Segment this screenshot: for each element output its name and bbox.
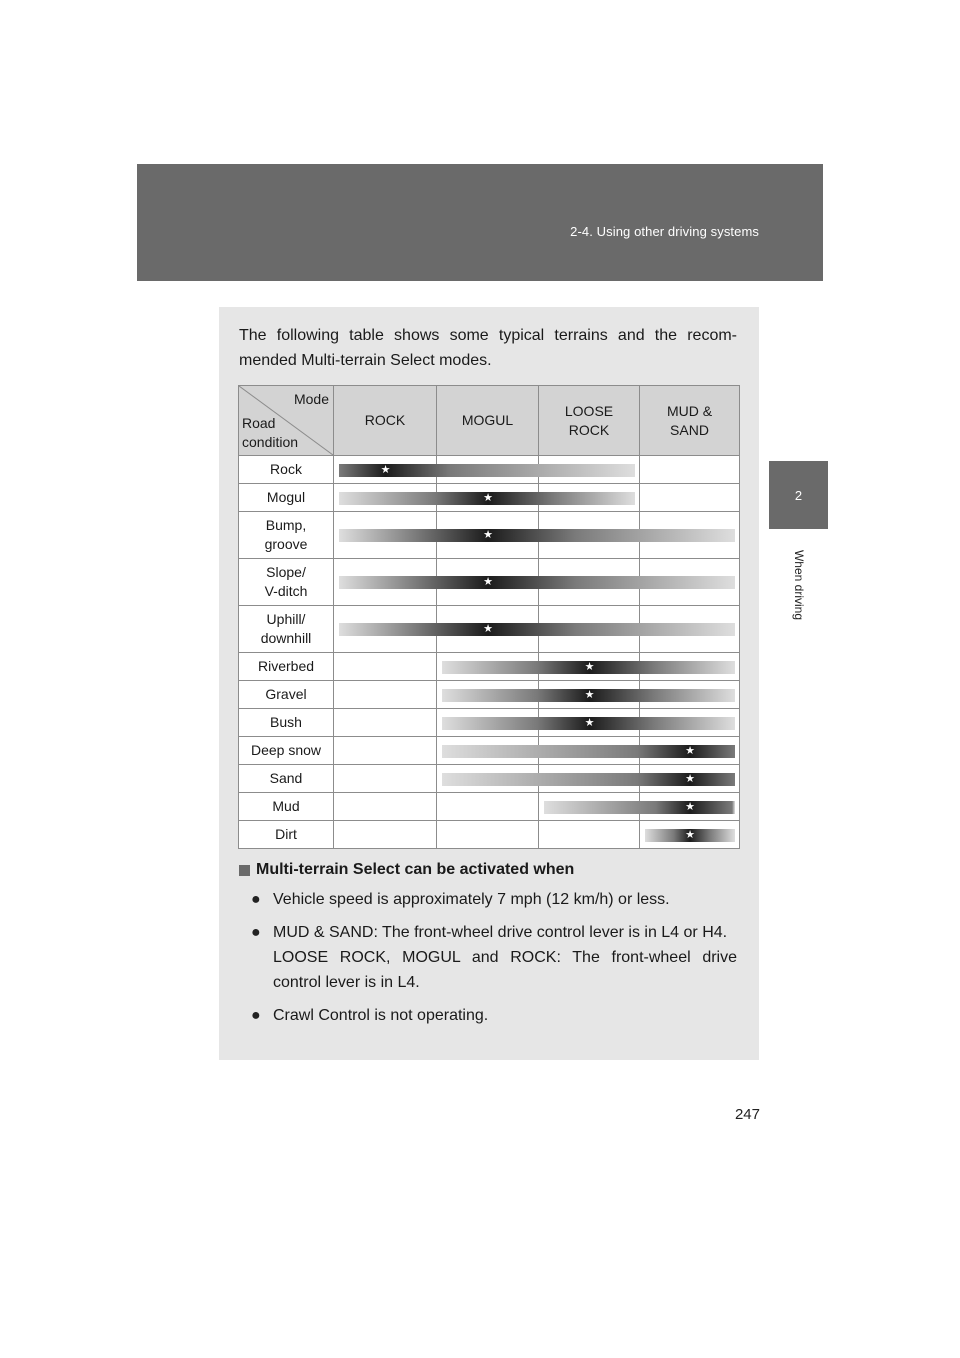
table-header-row [239,386,740,456]
mode-cell [334,681,595,709]
road-condition-line2: V-ditch [264,583,308,599]
chapter-label: When driving [792,549,806,621]
mode-cell [640,456,740,484]
list-item [239,920,737,995]
round-bullet-icon: ● [251,924,261,941]
table-row [239,737,740,765]
road-condition-cell [239,456,334,484]
mode-cell [539,709,640,737]
road-condition-line1: Bush [270,714,302,730]
mode-cell [437,653,539,681]
corner-mode-label: Mode [293,391,329,407]
table-row [239,793,740,821]
conditions-heading [239,859,737,881]
activation-conditions [239,859,737,1036]
column-header-rock-line1: ROCK [364,412,406,428]
road-condition-line1: Mud [272,798,300,814]
star-icon: ★ [483,491,493,504]
table-corner-cell [239,386,334,456]
corner-road-line1: Road [242,415,276,431]
mode-cell [539,512,640,559]
mode-cell [334,821,695,849]
condition-text: Vehicle speed is approximately 7 mph (12 km/h) or less. [273,891,670,908]
road-condition-cell [239,765,334,793]
condition-text: Crawl Control is not operating. [273,1007,489,1024]
mode-cell [640,765,740,793]
round-bullet-icon: ● [251,1007,261,1024]
road-condition-line1: Mogul [266,489,306,505]
square-bullet-icon [239,865,250,876]
road-condition-line1: Gravel [265,686,307,702]
road-condition-line2: downhill [260,630,312,646]
mode-cell [437,765,539,793]
mode-cell [334,793,695,821]
mode-cell [334,512,493,559]
road-condition-cell [239,512,334,559]
intro-text: The following table shows some typical terrains and the recom-mended Multi-terrain Select modes. [239,327,737,369]
chapter-number: 2 [794,487,803,503]
mode-cell [437,559,539,606]
mode-cell [334,484,493,512]
star-icon: ★ [483,623,493,635]
terrain-mode-table [238,385,740,849]
mode-cell [640,793,740,821]
mode-cell [437,793,539,821]
road-condition-line1: Sand [269,770,303,786]
road-condition-cell [239,793,334,821]
road-condition-line1: Slope/ [266,564,306,580]
mode-cell [334,737,695,765]
table-row [239,653,740,681]
mode-cell [539,484,640,512]
mode-cell [334,559,493,606]
mode-cell [437,456,539,484]
road-condition-line1: Uphill/ [266,611,306,627]
column-header-mogul-line1: MOGUL [461,412,514,428]
page-number: 247 [734,1106,760,1123]
mode-cell [640,709,740,737]
round-bullet-icon: ● [251,891,261,908]
column-header-loose-rock-line2: ROCK [568,421,610,438]
mode-cell [437,821,539,849]
star-icon: ★ [685,772,695,785]
star-icon: ★ [584,688,595,701]
column-header-loose-rock [539,386,640,456]
column-header-loose-rock-line1: LOOSE [564,402,614,419]
mode-cell [640,512,740,559]
column-header-rock [334,386,437,456]
mode-cell [334,765,695,793]
road-condition-cell [239,737,334,765]
column-header-mogul [437,386,539,456]
mode-cell [334,709,595,737]
mode-cell [640,653,740,681]
mode-cell [640,737,740,765]
mode-cell [539,681,640,709]
mode-cell [539,559,640,606]
table-row [239,559,740,606]
mode-cell [334,456,437,484]
corner-road-line2: condition [242,434,299,450]
road-condition-cell [239,484,334,512]
star-icon: ★ [483,576,493,588]
road-condition-cell [239,653,334,681]
chapter-tab [769,461,828,529]
content-box [219,307,759,1060]
road-condition-line1: Rock [270,461,302,477]
conditions-heading-text: Multi-terrain Select can be activated when [256,861,575,878]
road-condition-cell [239,681,334,709]
table-row [239,709,740,737]
mode-cell [437,737,539,765]
mode-cell [640,484,740,512]
condition-text: MUD & SAND: The front-wheel drive control lever is in L4 or H4. [273,924,728,941]
road-condition-line2: groove [264,536,308,552]
mode-cell [640,559,740,606]
road-condition-line1: Deep snow [250,742,322,758]
column-header-mud-sand-line2: SAND [670,421,709,438]
mode-cell [334,653,595,681]
mode-cell [640,681,740,709]
mode-cell [437,681,539,709]
table-row [239,606,740,653]
list-item [239,1003,737,1028]
road-condition-cell [239,559,334,606]
star-icon: ★ [685,744,695,757]
mode-cell [640,606,740,653]
mode-cell [437,512,539,559]
road-condition-cell [239,709,334,737]
road-condition-line1: Bump, [265,517,307,533]
mode-cell [539,765,640,793]
table-row [239,484,740,512]
road-condition-line1: Riverbed [257,658,315,674]
mode-cell [437,484,539,512]
mode-cell [539,456,640,484]
mode-cell [539,821,640,849]
table-row [239,512,740,559]
table-row [239,456,740,484]
condition-text-continued: LOOSE ROCK, MOGUL and ROCK: The front-wheel drive control lever is in L4. [273,949,737,991]
section-title: 2-4. Using other driving systems [570,224,759,239]
road-condition-cell [239,821,334,849]
star-icon: ★ [584,716,595,729]
mode-cell [437,606,539,653]
header-band [137,164,823,281]
table-row [239,765,740,793]
star-icon: ★ [483,529,493,541]
road-condition-cell [239,606,334,653]
mode-cell [539,653,640,681]
table-row [239,681,740,709]
corner-road-label [242,414,298,452]
mode-cell [539,606,640,653]
star-icon: ★ [584,660,595,673]
star-icon: ★ [380,463,391,476]
road-condition-line1: Dirt [275,826,297,842]
list-item [239,887,737,912]
mode-cell [437,709,539,737]
column-header-mud-sand [640,386,740,456]
mode-cell [640,821,740,849]
mode-cell [539,793,640,821]
conditions-list [239,887,737,1028]
star-icon: ★ [685,800,695,813]
star-icon: ★ [685,828,695,841]
mode-cell [539,737,640,765]
column-header-mud-sand-line1: MUD & [666,402,713,419]
mode-cell [334,606,493,653]
table-row [239,821,740,849]
